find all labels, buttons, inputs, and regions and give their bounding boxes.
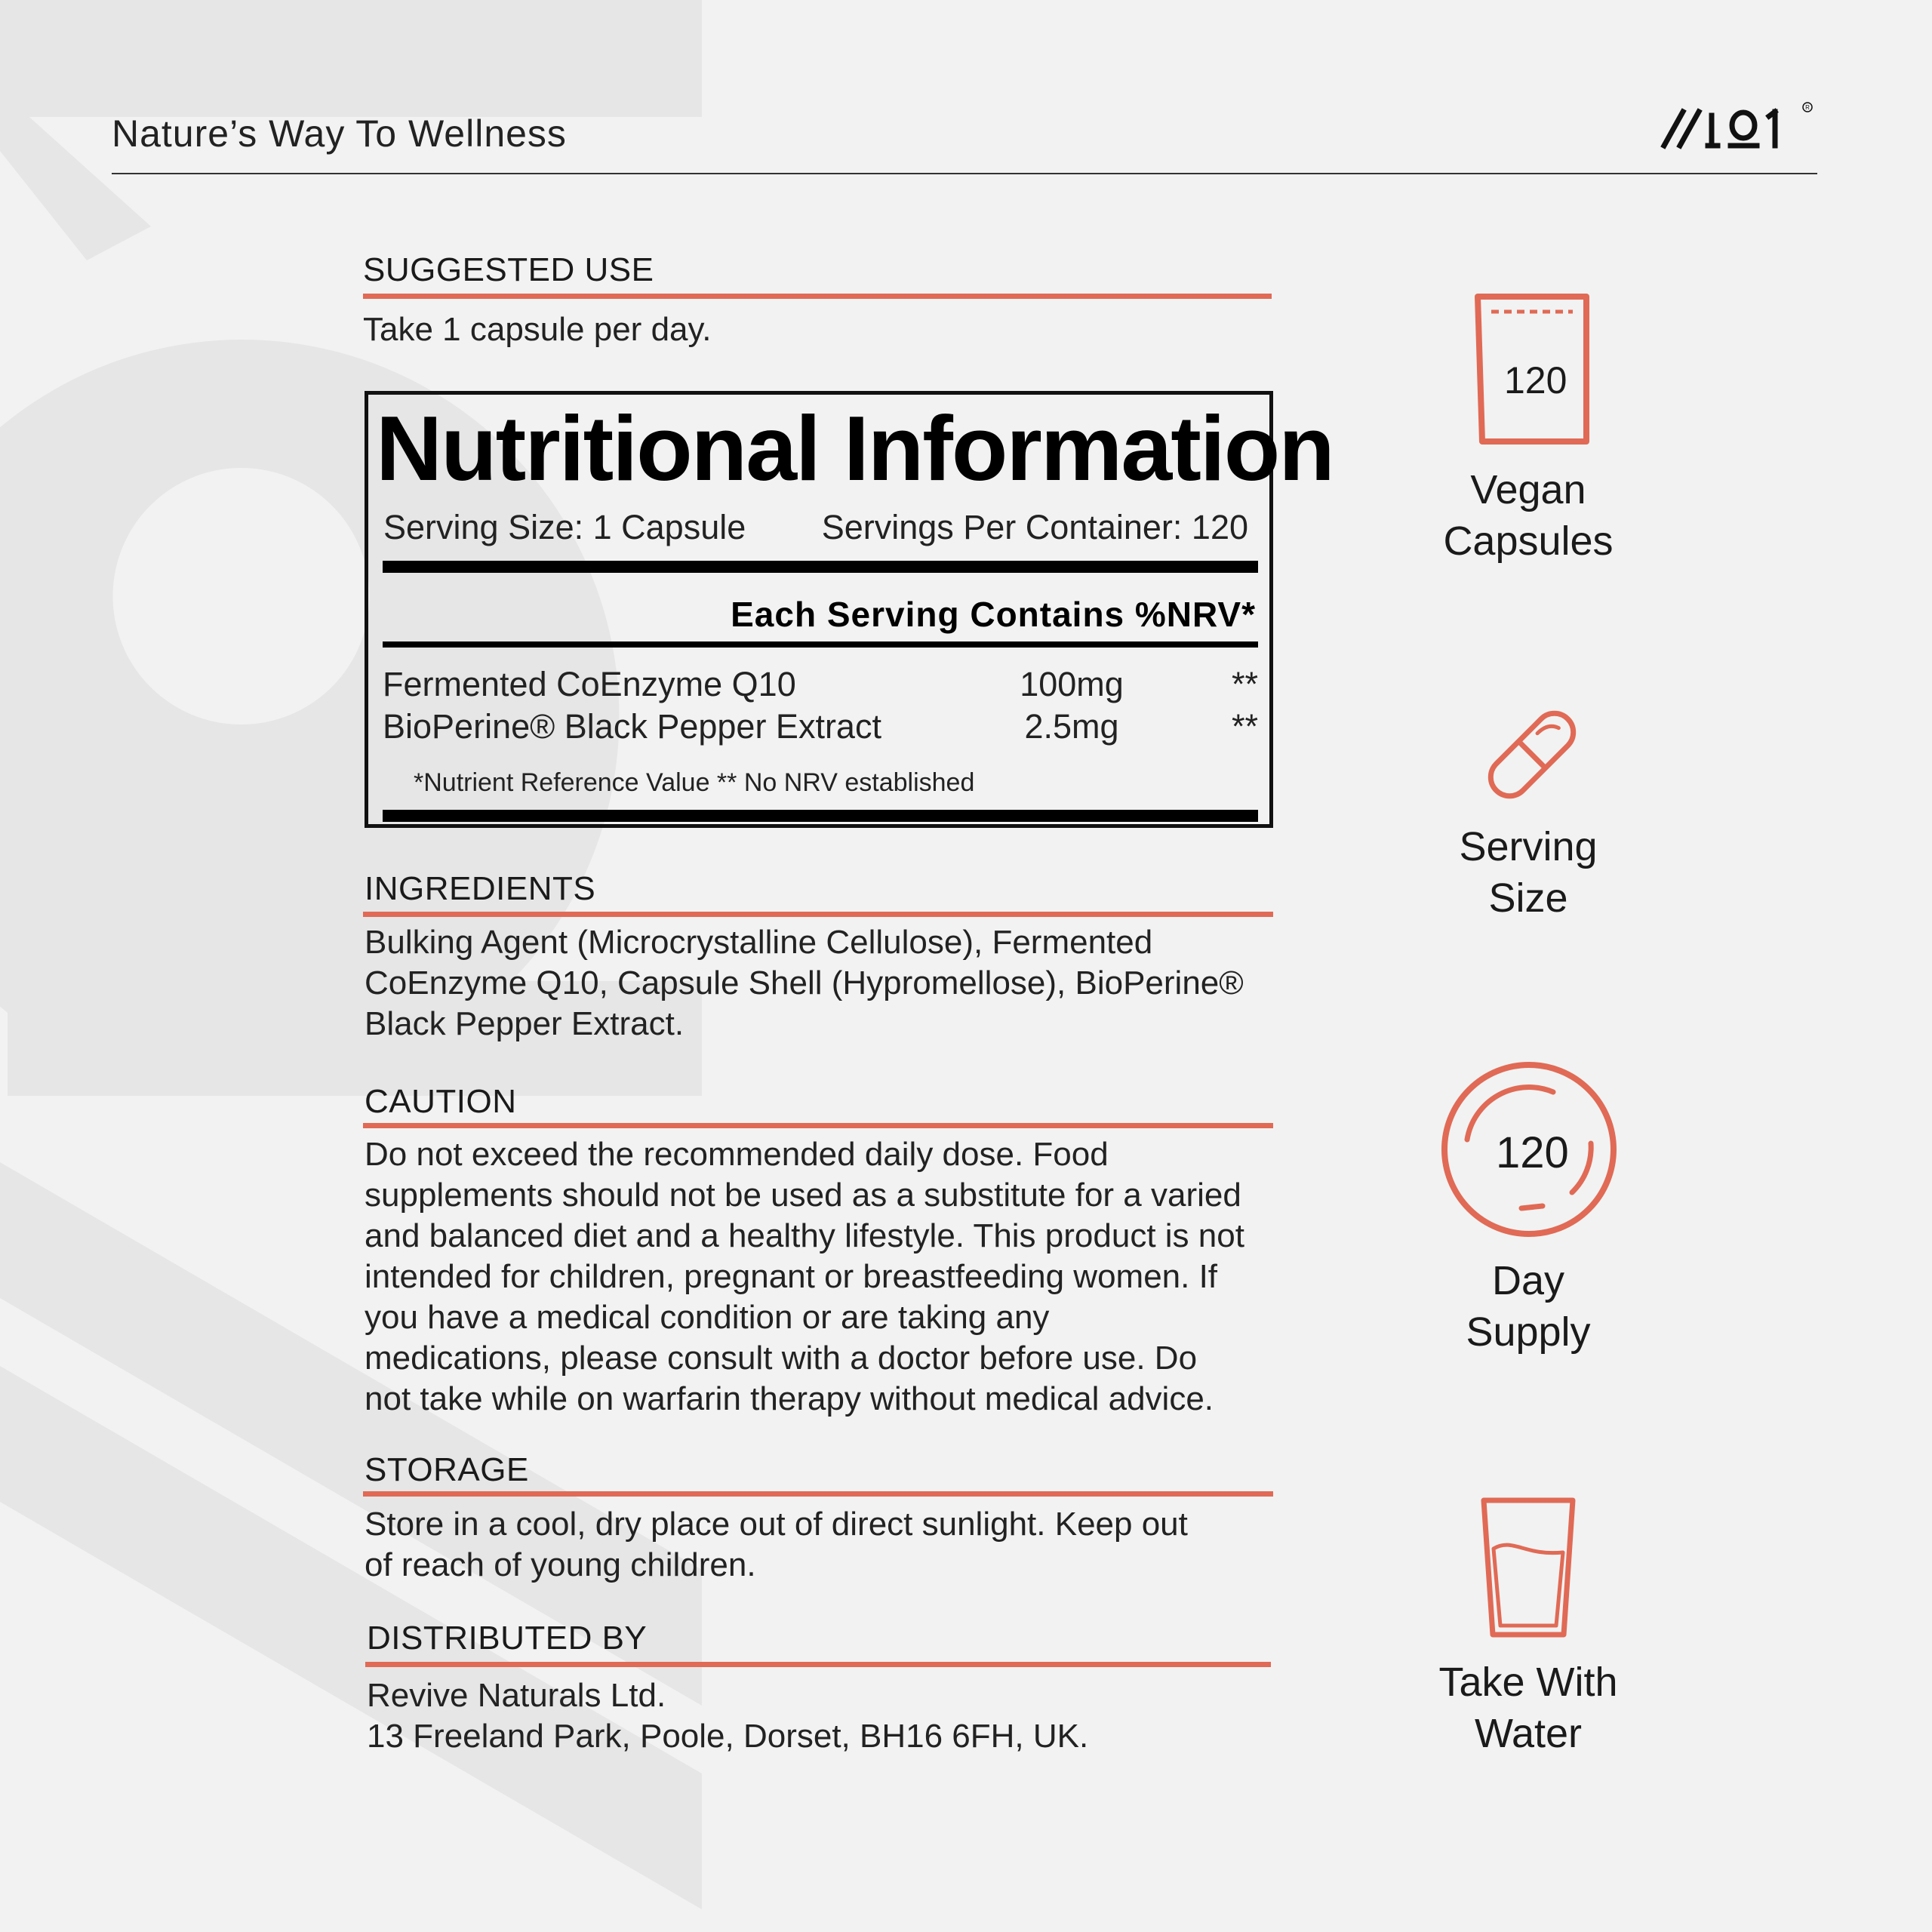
bottom-divider	[383, 810, 1258, 822]
caution-line: not take while on warfarin therapy without medical advice.	[365, 1380, 1214, 1417]
nutrient-row	[383, 707, 1258, 749]
feature-label-line: Serving	[1459, 824, 1598, 869]
caution-line: medications, please consult with a doctor before use. Do	[365, 1340, 1198, 1377]
nutrient-nrv: **	[1231, 665, 1258, 703]
caution-line: supplements should not be used as a substitute for a varied	[365, 1177, 1241, 1214]
nutrient-name: BioPerine® Black Pepper Extract	[383, 707, 881, 746]
distributor-name: Revive Naturals Ltd.	[367, 1677, 666, 1714]
capsule-icon	[1475, 702, 1589, 808]
suggested-use-text: Take 1 capsule per day.	[363, 311, 712, 348]
brand-logo	[1660, 97, 1819, 157]
feature-label-vegan-capsules	[1377, 464, 1679, 567]
contains-header: Each Serving Contains %NRV*	[731, 595, 1256, 634]
svg-text:R: R	[1805, 104, 1810, 111]
thick-divider	[383, 561, 1258, 573]
pouch-count: 120	[1504, 359, 1567, 401]
ingredients-line: Bulking Agent (Microcrystalline Cellulose), Fermented	[365, 924, 1153, 961]
feature-label-line: Take With	[1438, 1660, 1618, 1705]
nutrient-nrv: **	[1231, 707, 1258, 746]
ingredients-line: CoEnzyme Q10, Capsule Shell (Hypromellose), BioPerine®	[365, 964, 1244, 1001]
feature-label-take-with-water	[1377, 1657, 1679, 1759]
header-divider	[112, 173, 1817, 174]
caution-line: intended for children, pregnant or breastfeeding women. If	[365, 1258, 1218, 1295]
feature-label-line: Day	[1491, 1258, 1565, 1303]
nutrient-amount: 100mg	[1020, 665, 1124, 703]
feature-label-line: Size	[1488, 875, 1568, 921]
medium-divider	[383, 641, 1258, 648]
storage-text	[365, 1504, 1188, 1586]
ingredients-text	[365, 922, 1244, 1044]
tagline: Nature’s Way To Wellness	[112, 112, 567, 155]
caution-text	[365, 1134, 1244, 1420]
distributed-by-rule	[365, 1662, 1271, 1667]
caution-line: and balanced diet and a healthy lifestyle. This product is not	[365, 1217, 1244, 1254]
nutrient-row	[383, 665, 1258, 707]
storage-rule	[363, 1491, 1273, 1497]
day-supply-count: 120	[1496, 1128, 1569, 1177]
nutrition-panel	[365, 391, 1334, 828]
feature-label-line: Vegan	[1470, 467, 1586, 512]
serving-size: Serving Size: 1 Capsule	[383, 508, 746, 546]
water-glass-icon	[1479, 1496, 1577, 1639]
feature-label-line: Supply	[1466, 1309, 1591, 1355]
feature-label-line: Water	[1474, 1711, 1582, 1756]
distributor-text	[367, 1675, 1088, 1757]
ingredients-line: Black Pepper Extract.	[365, 1005, 685, 1042]
feature-label-serving-size	[1377, 821, 1679, 924]
storage-line: of reach of young children.	[365, 1546, 756, 1583]
suggested-use-rule	[363, 294, 1272, 299]
caution-heading: CAUTION	[365, 1083, 517, 1120]
distributor-address: 13 Freeland Park, Poole, Dorset, BH16 6FH, UK.	[367, 1718, 1089, 1755]
servings-per-container: Servings Per Container: 120	[821, 508, 1248, 546]
caution-line: Do not exceed the recommended daily dose. Food	[365, 1136, 1109, 1173]
nutrient-amount: 2.5mg	[1024, 707, 1119, 746]
caution-line: you have a medical condition or are taking any	[365, 1299, 1050, 1336]
caution-rule	[363, 1123, 1273, 1128]
suggested-use-heading: SUGGESTED USE	[363, 251, 654, 288]
distributed-by-heading: DISTRIBUTED BY	[367, 1620, 648, 1657]
nutrient-name: Fermented CoEnzyme Q10	[383, 665, 796, 703]
ingredients-rule	[363, 912, 1273, 917]
nrv-footnote: *Nutrient Reference Value ** No NRV established	[414, 768, 975, 797]
storage-line: Store in a cool, dry place out of direct sunlight. Keep out	[365, 1506, 1188, 1543]
storage-heading: STORAGE	[365, 1451, 529, 1488]
feature-label-day-supply	[1377, 1255, 1679, 1358]
feature-label-line: Capsules	[1443, 518, 1614, 564]
nutrition-title: Nutritional Information	[376, 397, 1334, 500]
ingredients-heading: INGREDIENTS	[365, 870, 596, 907]
